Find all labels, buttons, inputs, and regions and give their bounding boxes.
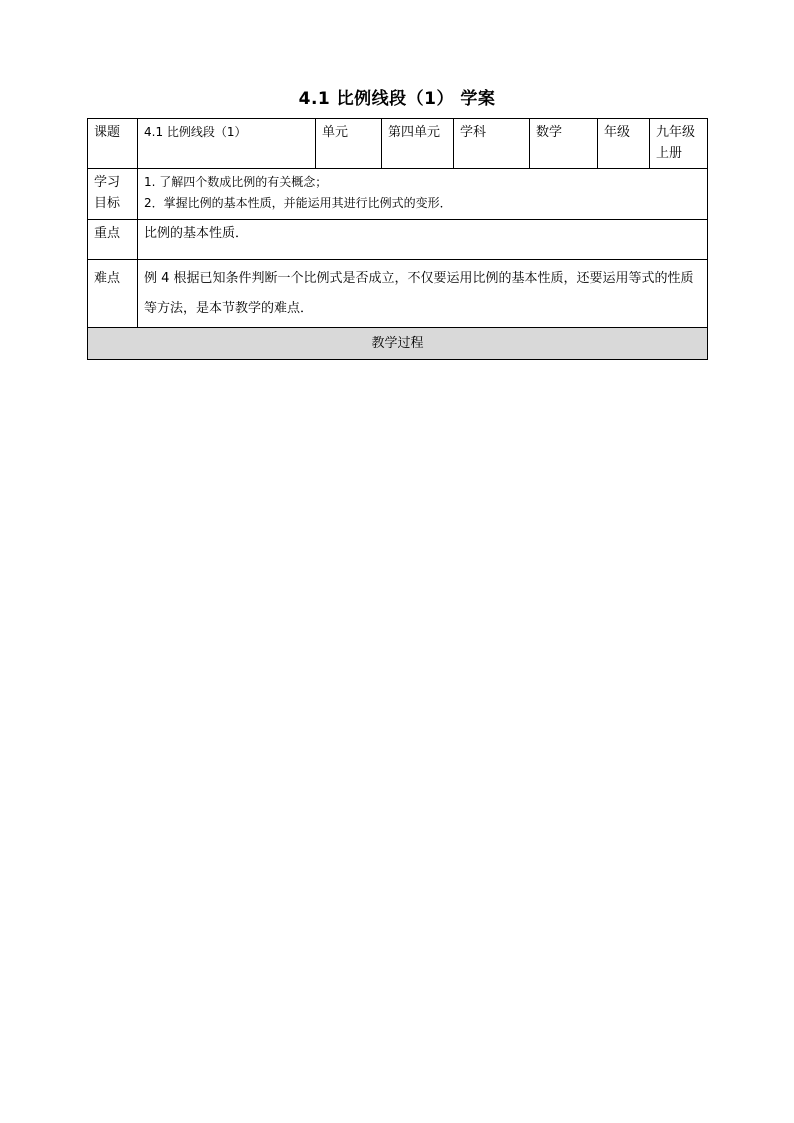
subject-value: 数学 bbox=[530, 119, 598, 169]
key-point-text: 比例的基本性质． bbox=[138, 220, 708, 260]
teaching-process-header: 教学过程 bbox=[88, 328, 708, 360]
grade-value-line2: 上册 bbox=[656, 146, 683, 161]
difficulty-text: 例 4 根据已知条件判断一个比例式是否成立，不仅要运用比例的基本性质，还要运用等式的性质等方法，是本节教学的难点． bbox=[138, 260, 708, 328]
grade-value-line1: 九年级 bbox=[656, 125, 696, 140]
process-row bbox=[88, 328, 708, 360]
topic-value: 4.1 比例线段（1） bbox=[138, 119, 316, 169]
grade-value bbox=[650, 119, 708, 169]
subject-label: 学科 bbox=[454, 119, 530, 169]
goal-item-2: 2．掌握比例的基本性质，并能运用其进行比例式的变形． bbox=[144, 196, 452, 210]
goals-label-line1: 学习 bbox=[94, 175, 121, 190]
key-point-row bbox=[88, 220, 708, 260]
goals-content bbox=[138, 169, 708, 220]
lesson-plan-table bbox=[87, 118, 708, 360]
unit-value: 第四单元 bbox=[382, 119, 454, 169]
header-row bbox=[88, 119, 708, 169]
difficulty-row bbox=[88, 260, 708, 328]
difficulty-label: 难点 bbox=[88, 260, 138, 328]
goal-item-1: 1. 了解四个数成比例的有关概念； bbox=[144, 175, 328, 189]
goals-row bbox=[88, 169, 708, 220]
grade-label: 年级 bbox=[598, 119, 650, 169]
document-title: 4.1 比例线段（1） 学案 bbox=[298, 89, 496, 109]
key-point-label: 重点 bbox=[88, 220, 138, 260]
topic-label: 课题 bbox=[88, 119, 138, 169]
unit-label: 单元 bbox=[316, 119, 382, 169]
goals-label-line2: 目标 bbox=[94, 196, 121, 211]
goals-label bbox=[88, 169, 138, 220]
